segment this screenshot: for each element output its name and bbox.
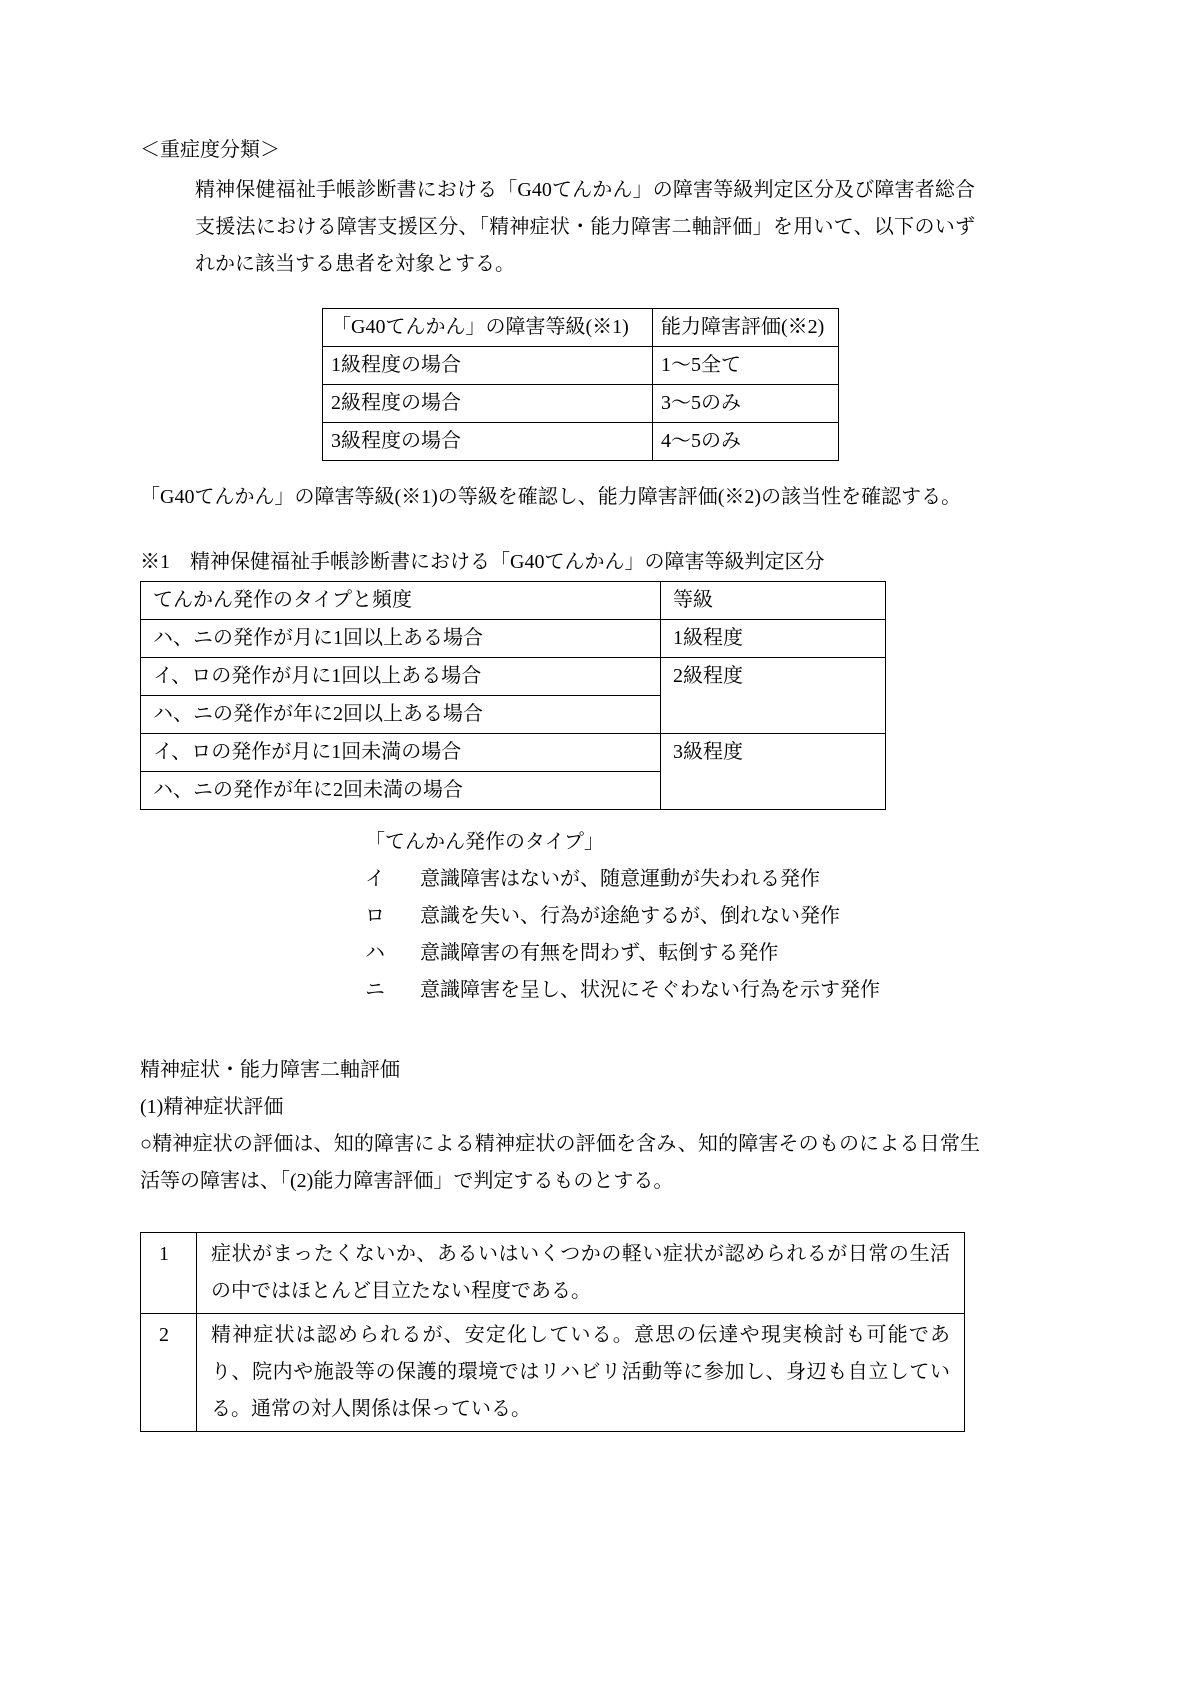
- grade-cell: 1級程度の場合: [323, 347, 653, 385]
- type-label: ハ: [365, 942, 385, 964]
- condition-cell: ハ、ニの発作が年に2回未満の場合: [141, 772, 661, 810]
- eval-cell: 1〜5全て: [653, 347, 839, 385]
- grade-cell: 3級程度の場合: [323, 423, 653, 461]
- level-number-cell: 2: [141, 1314, 197, 1432]
- grade-cell: 2級程度: [661, 658, 886, 734]
- table-row: [323, 347, 839, 385]
- type-label: ニ: [365, 979, 385, 1001]
- grade-eval-table: [322, 308, 839, 461]
- type-text: 意識障害の有無を問わず、転倒する発作: [420, 942, 779, 964]
- symptom-eval-table: [140, 1232, 965, 1432]
- confirm-note: 「G40てんかん」の障害等級(※1)の等級を確認し、能力障害評価(※2)の該当性を確認する。: [140, 486, 962, 508]
- type-text: 意識障害はないが、随意運動が失われる発作: [420, 868, 820, 890]
- type-text: 意識障害を呈し、状況にそぐわない行為を示す発作: [420, 979, 880, 1001]
- two-axis-heading: 精神症状・能力障害二軸評価: [140, 1059, 400, 1081]
- condition-cell: イ、ロの発作が月に1回以上ある場合: [141, 658, 661, 696]
- grade-cell: 3級程度: [661, 734, 886, 810]
- list-item: [365, 935, 1125, 972]
- intro-paragraph: 精神保健福祉手帳診断書における「G40てんかん」の障害等級判定区分及び障害者総合支援法における障害支援区分、「精神症状・能力障害二軸評価」を用いて、以下のいずれかに該当する患者を対象とする。: [195, 179, 975, 275]
- table-row: [323, 385, 839, 423]
- grade-column-header: 等級: [661, 582, 886, 620]
- grade-cell: 1級程度: [661, 620, 886, 658]
- grade-column-header: 「G40てんかん」の障害等級(※1): [323, 309, 653, 347]
- table-row: [141, 1314, 965, 1432]
- eval-cell: 4〜5のみ: [653, 423, 839, 461]
- symptom-eval-subheading: (1)精神症状評価: [140, 1096, 284, 1118]
- table-row: [141, 658, 886, 696]
- eval-column-header: 能力障害評価(※2): [653, 309, 839, 347]
- grade-cell: 2級程度の場合: [323, 385, 653, 423]
- level-description-cell: 精神症状は認められるが、安定化している。意思の伝達や現実検討も可能であり、院内や施設等の保護的環境ではリハビリ活動等に参加し、身辺も自立している。通常の対人関係は保っている。: [197, 1314, 965, 1432]
- level-number-cell: 1: [141, 1233, 197, 1314]
- condition-cell: ハ、ニの発作が月に1回以上ある場合: [141, 620, 661, 658]
- list-item: [365, 898, 1125, 935]
- table-row: [141, 620, 886, 658]
- page-title: ＜重症度分類＞: [140, 139, 280, 161]
- note1-heading: ※1 精神保健福祉手帳診断書における「G40てんかん」の障害等級判定区分: [140, 551, 825, 573]
- type-label: イ: [365, 868, 385, 890]
- seizure-table-header-row: [141, 582, 886, 620]
- condition-cell: イ、ロの発作が月に1回未満の場合: [141, 734, 661, 772]
- list-item: [365, 972, 1125, 1009]
- eval-cell: 3〜5のみ: [653, 385, 839, 423]
- grade-eval-table-header-row: [323, 309, 839, 347]
- table-row: [141, 734, 886, 772]
- symptom-eval-note: ○精神症状の評価は、知的障害による精神症状の評価を含み、知的障害そのものによる日常生活等の障害は、「(2)能力障害評価」で判定するものとする。: [140, 1133, 980, 1192]
- type-label: ロ: [365, 905, 385, 927]
- level-description-cell: 症状がまったくないか、あるいはいくつかの軽い症状が認められるが日常の生活の中ではほとんど目立たない程度である。: [197, 1233, 965, 1314]
- condition-cell: ハ、ニの発作が年に2回以上ある場合: [141, 696, 661, 734]
- table-row: [323, 423, 839, 461]
- seizure-types-block: [365, 824, 1125, 1009]
- type-text: 意識を失い、行為が途絶するが、倒れない発作: [420, 905, 840, 927]
- seizure-type-column-header: てんかん発作のタイプと頻度: [141, 582, 661, 620]
- seizure-grade-table: [140, 581, 886, 810]
- table-row: [141, 1233, 965, 1314]
- list-item: [365, 861, 1125, 898]
- seizure-types-title: 「てんかん発作のタイプ」: [365, 831, 604, 853]
